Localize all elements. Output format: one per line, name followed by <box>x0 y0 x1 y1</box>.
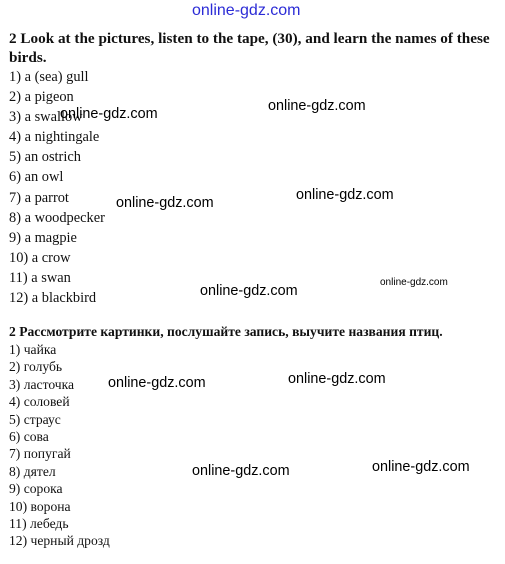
russian-exercise <box>9 322 499 550</box>
site-watermark-top: online-gdz.com <box>192 2 301 19</box>
watermark: online-gdz.com <box>108 375 206 391</box>
watermark: online-gdz.com <box>288 371 386 387</box>
bird-item-en: 2) a pigeon <box>9 89 74 106</box>
bird-item-ru: 2) голубь <box>9 359 63 375</box>
bird-item-ru: 9) сорока <box>9 481 63 497</box>
bird-item-ru: 12) черный дрозд <box>9 533 110 549</box>
bird-item-en: 12) a blackbird <box>9 290 97 307</box>
bird-item-en: 4) a nightingale <box>9 129 100 146</box>
watermark: online-gdz.com <box>296 187 394 203</box>
bird-item-ru: 10) ворона <box>9 498 71 514</box>
exercise-heading-ru: 2 Рассмотрите картинки, послушайте запись, выучите названия птиц. <box>9 324 443 339</box>
english-exercise <box>9 29 499 308</box>
bird-item-ru: 8) дятел <box>9 463 56 479</box>
bird-item-en: 5) an ostrich <box>9 149 81 166</box>
bird-item-ru: 7) попугай <box>9 446 71 462</box>
bird-item-ru: 4) соловей <box>9 394 70 410</box>
watermark: online-gdz.com <box>268 98 366 114</box>
watermark: online-gdz.com <box>200 283 298 299</box>
watermark: online-gdz.com <box>380 277 448 288</box>
watermark: online-gdz.com <box>116 195 214 211</box>
bird-item-ru: 3) ласточка <box>9 376 75 392</box>
bird-item-ru: 11) лебедь <box>9 516 69 532</box>
bird-item-en: 9) a magpie <box>9 229 77 246</box>
watermark: online-gdz.com <box>372 459 470 475</box>
bird-item-en: 1) a (sea) gull <box>9 69 89 85</box>
bird-item-ru: 1) чайка <box>9 342 57 357</box>
bird-item-en: 3) a swallow <box>9 109 83 126</box>
bird-item-en: 11) a swan <box>9 269 71 286</box>
bird-item-en: 8) a woodpecker <box>9 209 105 226</box>
watermark: online-gdz.com <box>192 463 290 479</box>
watermark: online-gdz.com <box>60 106 158 122</box>
bird-item-ru: 5) страус <box>9 411 61 427</box>
bird-item-ru: 6) сова <box>9 429 49 445</box>
bird-item-en: 6) an owl <box>9 169 64 186</box>
exercise-heading-en: 2 Look at the pictures, listen to the tape, (30), and learn the names of these birds. <box>9 30 490 66</box>
bird-item-en: 7) a parrot <box>9 189 69 206</box>
bird-item-en: 10) a crow <box>9 249 71 266</box>
